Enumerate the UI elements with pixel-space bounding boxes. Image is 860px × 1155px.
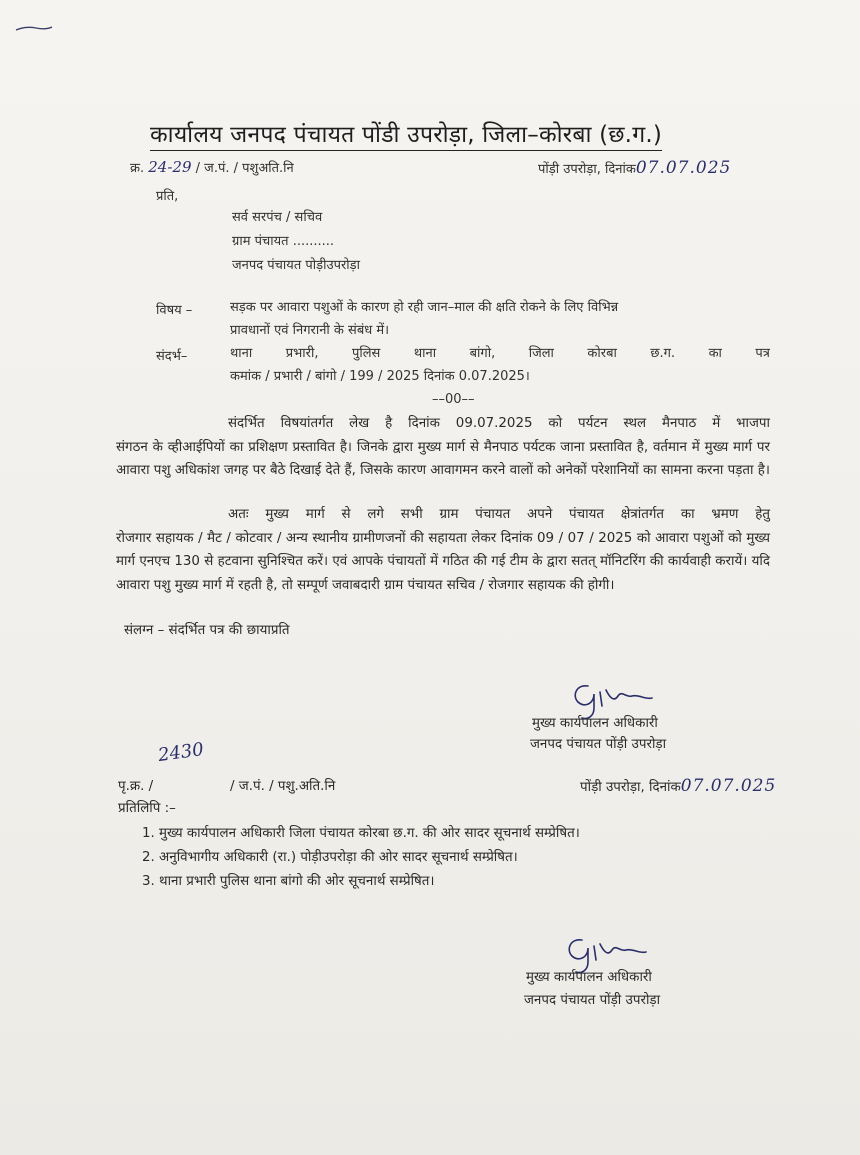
copy-to-label: प्रतिलिपि :– — [118, 801, 176, 816]
endorsement-ref-suffix: / ज.पं. / पशु.अति.नि — [230, 779, 336, 794]
recipient-line2: ग्राम पंचायत .......... — [232, 234, 335, 249]
subject-line1: सड़क पर आवारा पशुओं के कारण हो रही जान–माल की क्षति रोकने के लिए विभिन्न — [230, 300, 619, 315]
paragraph-1-rest: संगठन के व्हीआईपियों का प्रशिक्षण प्रस्तावित है। जिनके द्वारा मुख्य मार्ग से मैनपाठ पर्यटक जाना प्रस्तावित है, वर्तमान में मुख्य मार्ग पर आवारा पशु अधिकांश जगह पर बैठे दिखाई देते हैं, जिसके कारण आवागमन करने वालों को अनेकों परेशानियों का सामना करना पड़ता है। — [116, 439, 770, 478]
signatory-title-1: मुख्य कार्यपालन अधिकारी — [532, 716, 658, 731]
reference-line2: कमांक / प्रभारी / बांगो / 199 / 2025 दिनांक 0.07.2025। — [230, 369, 530, 384]
to-label: प्रति, — [156, 189, 179, 204]
signatory-title-2: मुख्य कार्यपालन अधिकारी — [526, 970, 652, 985]
body-paragraph-2 — [116, 503, 770, 597]
endorsement-number-handwritten: 2430 — [156, 738, 206, 767]
ref-prefix: क्र. — [130, 161, 145, 176]
pen-mark — [14, 20, 54, 34]
endorsement-date — [580, 776, 776, 796]
endorsement-date-handwritten: 07.07.025 — [680, 776, 777, 796]
place-date-label: पोंड़ी उपरोड़ा, दिनांक — [538, 162, 636, 177]
subject-label: विषय – — [156, 303, 193, 318]
reference-text — [230, 342, 770, 388]
office-title: कार्यालय जनपद पंचायत पोंडी उपरोड़ा, जिला–कोरबा (छ.ग.) — [150, 117, 662, 151]
copy-item-2: 2. अनुविभागीय अधिकारी (रा.) पोड़ीउपरोड़ा की ओर सादर सूचनार्थ सम्प्रेषित। — [142, 850, 518, 865]
signatory-office-1: जनपद पंचायत पोंड़ी उपरोड़ा — [530, 737, 667, 752]
separator: ––00–– — [432, 392, 475, 407]
copy-item-1: 1. मुख्य कार्यपालन अधिकारी जिला पंचायत कोरबा छ.ग. की ओर सादर सूचनार्थ सम्प्रेषित। — [142, 826, 580, 841]
recipient-line1: सर्व सरपंच / सचिव — [232, 210, 323, 225]
subject-text — [230, 296, 770, 342]
paragraph-2-first-line: अतः मुख्य मार्ग से लगे सभी ग्राम पंचायत अपने पंचायत क्षेत्रांतर्गत का भ्रमण हेतु — [228, 507, 770, 522]
date-handwritten: 07.07.025 — [635, 158, 732, 178]
signatory-office-2: जनपद पंचायत पोंड़ी उपरोड़ा — [524, 993, 661, 1008]
paragraph-2-rest: रोजगार सहायक / मैट / कोटवार / अन्य स्थानीय ग्रामीणजनों की सहायता लेकर दिनांक 09 / 07 / 2025 को आवारा पशुओं को मुख्य मार्ग एनएच 130 से हटवाना सुनिश्चित करें। एवं आपके पंचायतों में गठित की गई टीम के द्वारा सतत् मॉनिटरिंग की कार्यवाही करायें। यदि आवारा पशु मुख्य मार्ग में रहती है, तो सम्पूर्ण जवाबदारी ग्राम पंचायत सचिव / रोजगार सहायक की होगी। — [116, 530, 770, 593]
recipient-line3: जनपद पंचायत पोड़ीउपरोड़ा — [232, 258, 360, 273]
letter-date — [538, 158, 731, 178]
subject-line2: प्रावधानों एवं निगरानी के संबंध में। — [230, 323, 390, 338]
reference-line1: थाना प्रभारी, पुलिस थाना बांगो, जिला कोरबा छ.ग. का पत्र — [230, 346, 770, 361]
enclosure-note: संलग्न – संदर्भित पत्र की छायाप्रति — [124, 623, 290, 638]
reference-label: संदर्भ– — [156, 349, 188, 364]
endorsement-place-date-label: पोंड़ी उपरोड़ा, दिनांक — [580, 780, 681, 795]
ref-number-handwritten: 24-29 — [148, 158, 192, 176]
ref-suffix: / ज.पं. / पशुअति.नि — [195, 161, 294, 176]
letter-reference — [130, 158, 294, 176]
endorsement-ref-prefix: पृ.क्र. / — [118, 779, 154, 794]
body-paragraph-1 — [116, 412, 770, 483]
copy-item-3: 3. थाना प्रभारी पुलिस थाना बांगो की ओर सूचनार्थ सम्प्रेषित। — [142, 874, 435, 889]
paragraph-1-first-line: संदर्भित विषयांतर्गत लेख है दिनांक 09.07.2025 को पर्यटन स्थल मैनपाठ में भाजपा — [228, 416, 770, 431]
